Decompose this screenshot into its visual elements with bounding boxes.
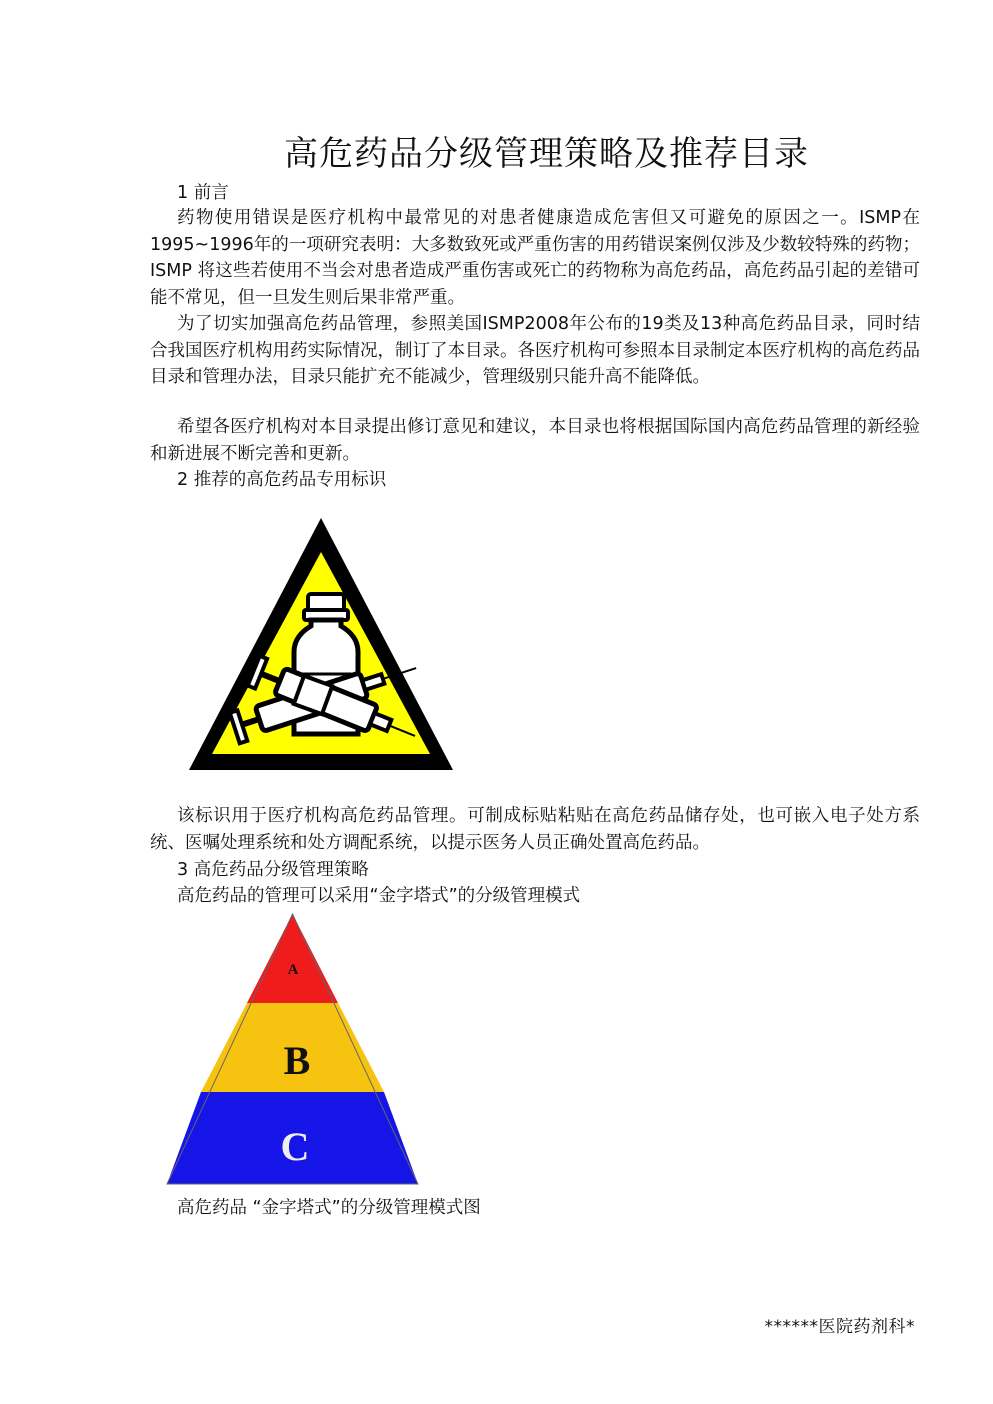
section-3-intro: 高危药品的管理可以采用“金字塔式”的分级管理模式 — [177, 886, 581, 906]
pyramid-label-c: C — [280, 1124, 310, 1169]
high-alert-medication-sign-icon — [186, 514, 456, 774]
section-3-heading: 3 高危药品分级管理策略 — [177, 860, 369, 880]
pyramid-label-b: B — [283, 1038, 311, 1083]
section-1-heading: 1 前言 — [177, 183, 229, 203]
page-title: 高危药品分级管理策略及推荐目录 — [284, 134, 809, 174]
section-2-heading: 2 推荐的高危药品专用标识 — [177, 470, 387, 490]
section-1-paragraph-3: 希望各医疗机构对本目录提出修订意见和建议，本目录也将根据国际国内高危药品管理的新经验和新进展不断完善和更新。 — [150, 417, 920, 464]
footer-department: ******医院药剂科* — [764, 1317, 915, 1337]
pyramid-level-a — [247, 914, 338, 1003]
pyramid-diagram — [165, 912, 420, 1187]
pyramid-caption: 高危药品 “金字塔式”的分级管理模式图 — [177, 1198, 481, 1218]
pyramid-label-a: A — [287, 962, 299, 978]
section-2-paragraph: 该标识用于医疗机构高危药品管理。可制成标贴粘贴在高危药品储存处，也可嵌入电子处方系统、医嘱处理系统和处方调配系统，以提示医务人员正确处置高危药品。 — [150, 806, 920, 853]
section-1-paragraph-2: 为了切实加强高危药品管理，参照美国ISMP2008年公布的19类及13种高危药品目录，同时结合我国医疗机构用药实际情况，制订了本目录。各医疗机构可参照本目录制定本医疗机构的高危药品目录和管理办法，目录只能扩充不能减少，管理级别只能升高不能降低。 — [150, 314, 920, 387]
section-1-paragraph-1: 药物使用错误是医疗机构中最常见的对患者健康造成危害但又可避免的原因之一。ISMP在1995~1996年的一项研究表明：大多数致死或严重伤害的用药错误案例仅涉及少数较特殊的药物；ISMP 将这些若使用不当会对患者造成严重伤害或死亡的药物称为高危药品，高危药品引起的差错可能不常见，但一旦发生则后果非常严重。 — [150, 208, 920, 308]
